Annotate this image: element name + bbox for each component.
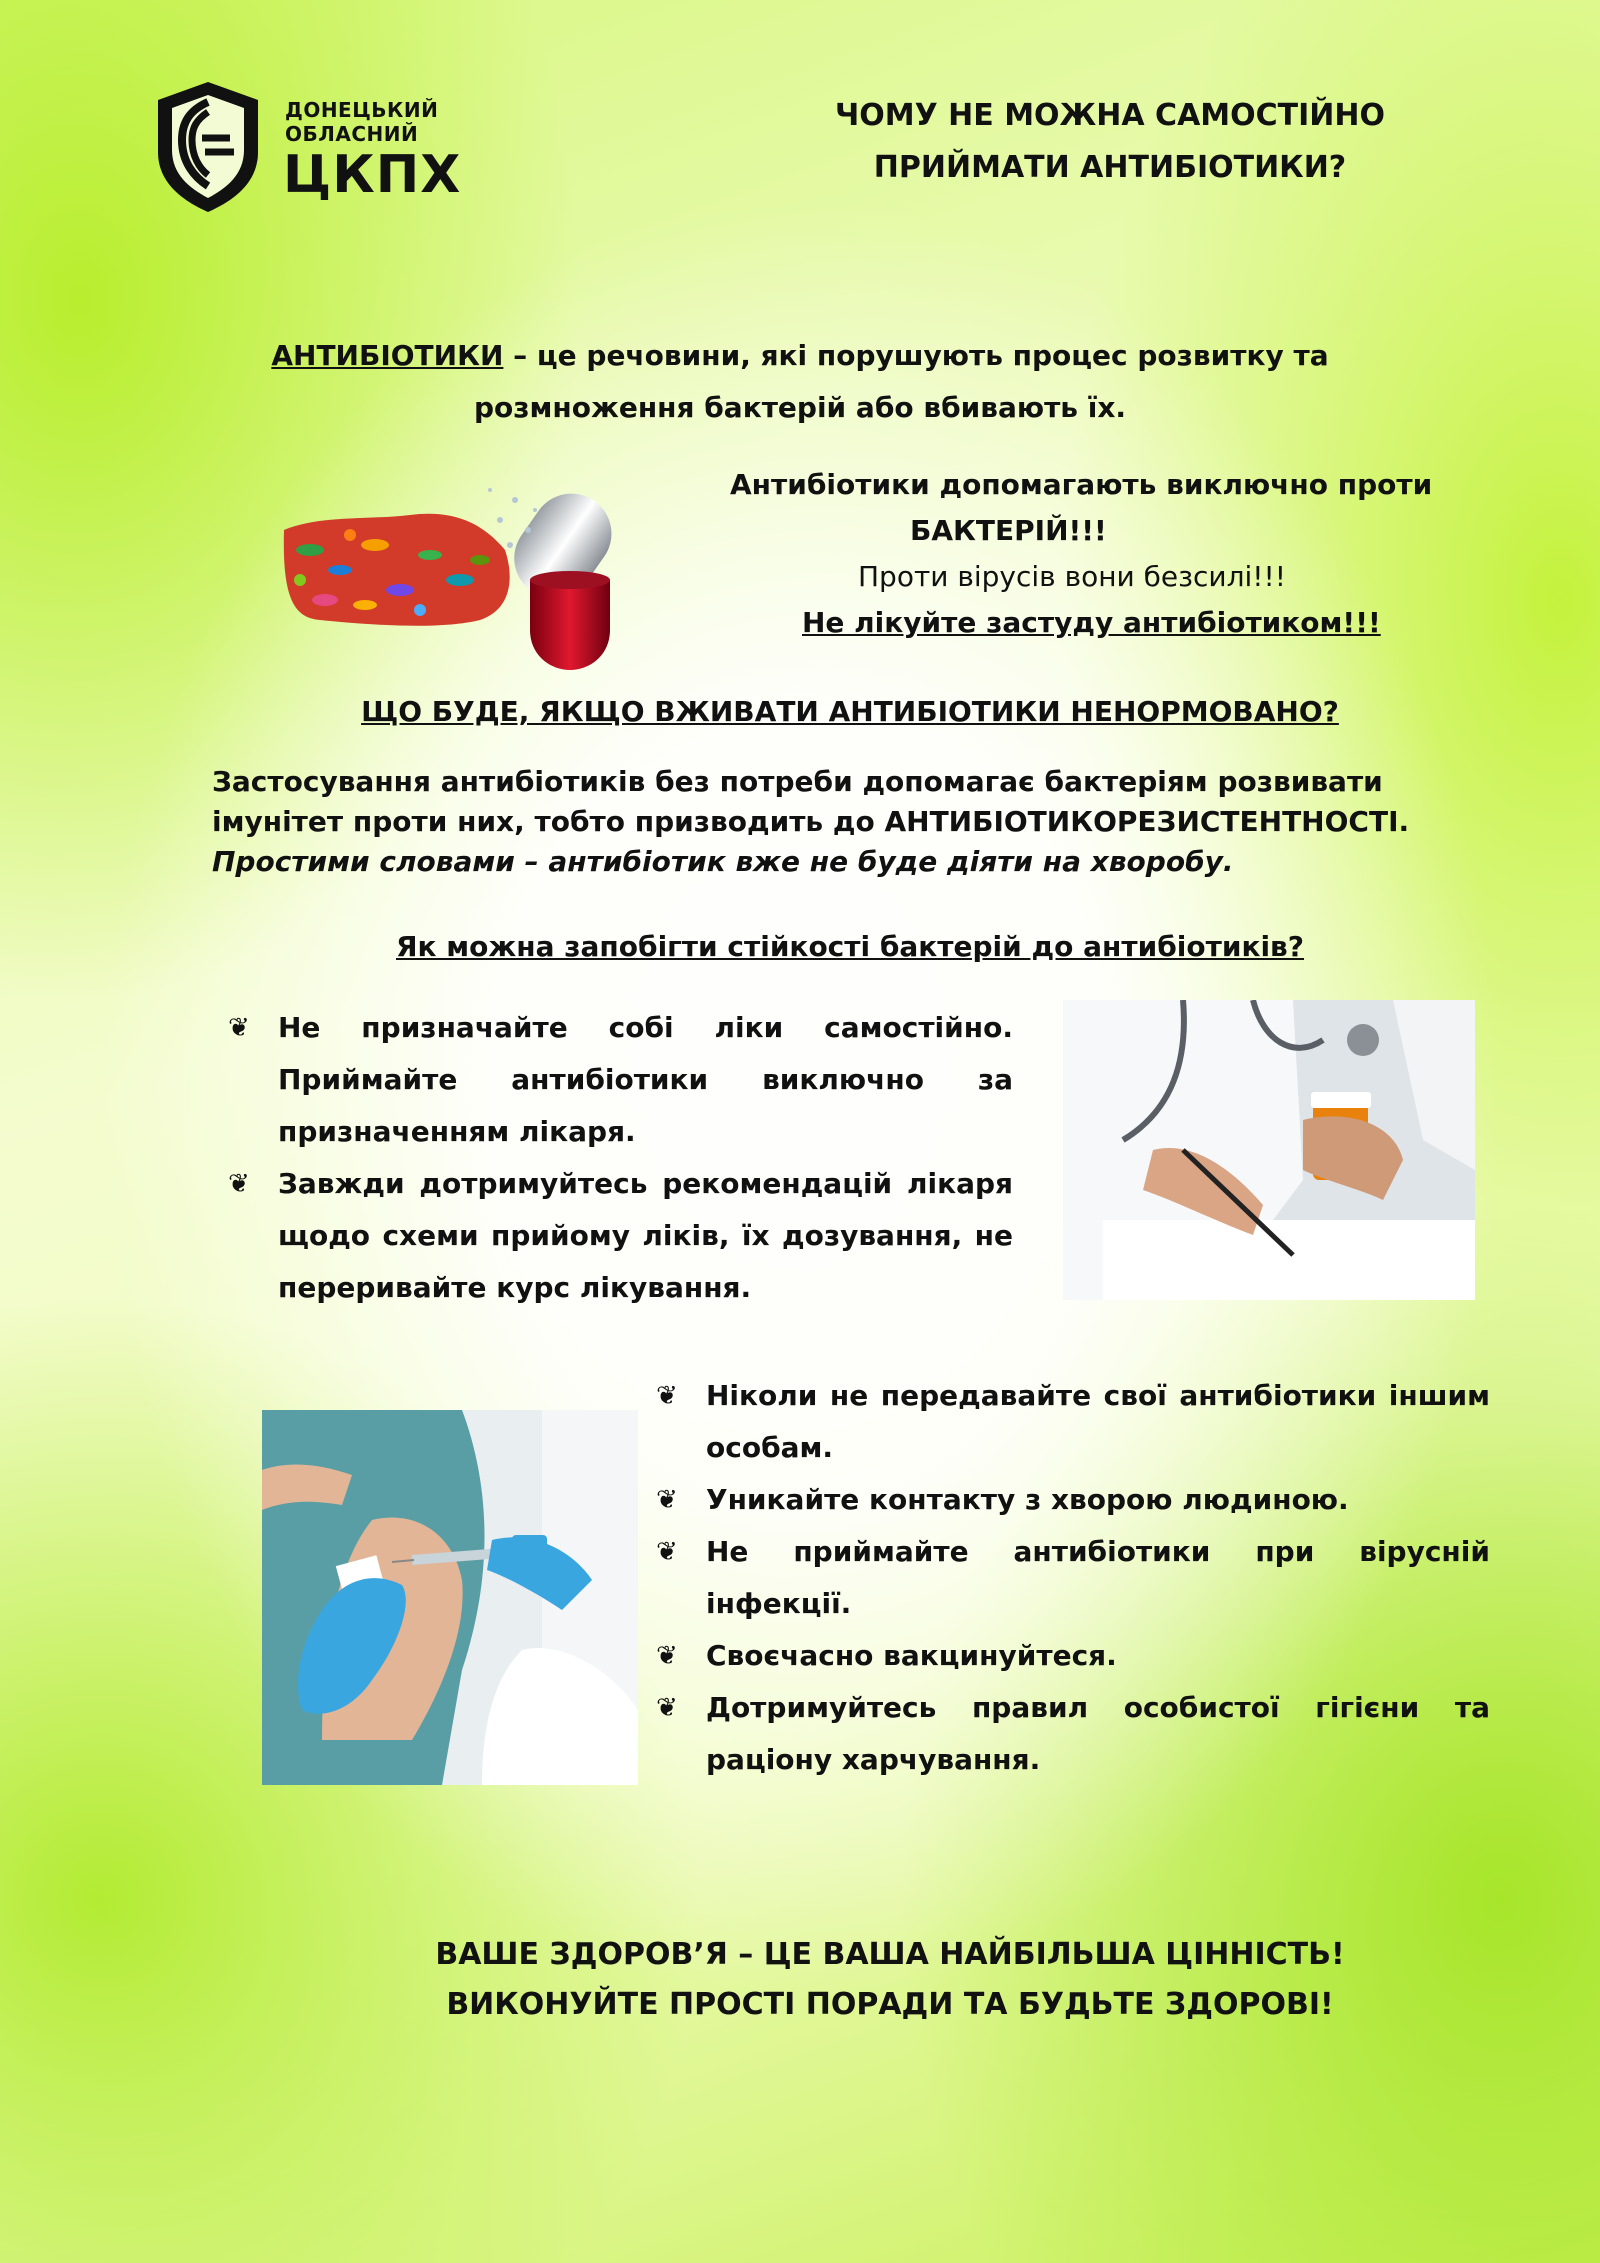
list-item-text: Дотримуйтесь правил особистої гігієни та раціону харчування. (706, 1691, 1490, 1776)
list-item-text: Уникайте контакту з хворою людиною. (706, 1483, 1349, 1516)
list-item (228, 1158, 1013, 1314)
advice-list-2 (656, 1370, 1490, 1786)
paragraph-line-italic: Простими словами – антибіотик вже не буде діяти на хворобу. (212, 845, 1234, 878)
pill-bacteria-image (280, 460, 650, 680)
definition-text: – це речовини, які порушують процес розвитку та (503, 339, 1329, 372)
leaf-bullet-icon: ❦ (656, 1537, 678, 1567)
advice-list-1 (228, 1002, 1013, 1314)
fact-line: Антибіотики допомагають виключно проти (730, 468, 1433, 501)
definition-line: розмноження бактерій або вбивають їх. (473, 391, 1127, 424)
leaf-bullet-icon: ❦ (228, 1169, 250, 1199)
list-item (656, 1370, 1490, 1474)
title-line: ЧОМУ НЕ МОЖНА САМОСТІЙНО (834, 98, 1386, 133)
list-item (656, 1474, 1490, 1526)
closing-line: ВАШЕ ЗДОРОВ’Я – ЦЕ ВАША НАЙБІЛЬША ЦІННІСТЬ! (435, 1937, 1345, 1972)
shield-icon (158, 82, 258, 212)
list-item (656, 1682, 1490, 1786)
list-item (656, 1526, 1490, 1630)
logo-text-abbr: ЦКПХ (283, 145, 462, 205)
capsule (499, 478, 628, 670)
title-line: ПРИЙМАТИ АНТИБІОТИКИ? (873, 150, 1347, 185)
definition-line (200, 330, 1400, 382)
prevention-heading: Як можна запобігти стійкості бактерій до антибіотиків? (395, 930, 1305, 963)
fact-line: Проти вірусів вони безсилі!!! (858, 560, 1286, 593)
closing-message (400, 1930, 1380, 2030)
paragraph-line: Застосування антибіотиків без потреби допомагає бактеріям розвивати (212, 765, 1383, 798)
list-item-text: Не приймайте антибіотики при вірусній інфекції. (706, 1535, 1490, 1620)
list-item-text: Не призначайте собі ліки самостійно. Приймайте антибіотики виключно за призначенням лікаря. (278, 1011, 1013, 1148)
leaf-bullet-icon: ❦ (656, 1381, 678, 1411)
leaf-bullet-icon: ❦ (656, 1693, 678, 1723)
list-item-text: Ніколи не передавайте свої антибіотики іншим особам. (706, 1379, 1490, 1464)
question-heading: ЩО БУДЕ, ЯКЩО ВЖИВАТИ АНТИБІОТИКИ НЕНОРМОВАНО? (361, 695, 1339, 728)
logo-text-region: ДОНЕЦЬКИЙ (285, 98, 439, 122)
list-item (656, 1630, 1490, 1682)
doctor-writing-image (1063, 1000, 1475, 1300)
list-item-text: Завжди дотримуйтесь рекомендацій лікаря щодо схеми прийому ліків, їх дозування, не переривайте курс лікування. (278, 1167, 1013, 1304)
list-item-text: Своєчасно вакцинуйтеся. (706, 1639, 1117, 1672)
bacteria-cluster (284, 514, 510, 626)
leaf-bullet-icon: ❦ (656, 1485, 678, 1515)
page-title (760, 90, 1460, 194)
definition-term: АНТИБІОТИКИ (271, 339, 504, 372)
closing-line: ВИКОНУЙТЕ ПРОСТІ ПОРАДИ ТА БУДЬТЕ ЗДОРОВІ! (446, 1987, 1334, 2022)
leaf-bullet-icon: ❦ (228, 1013, 250, 1043)
leaf-bullet-icon: ❦ (656, 1641, 678, 1671)
list-item (228, 1002, 1013, 1158)
fact-line: БАКТЕРІЙ!!! (910, 514, 1107, 547)
paragraph-line: імунітет проти них, тобто призводить до АНТИБІОТИКОРЕЗИСТЕНТНОСТІ. (212, 805, 1410, 838)
logo-text-type: ОБЛАСНИЙ (285, 122, 419, 146)
fact-line-warning: Не лікуйте застуду антибіотиком!!! (802, 606, 1381, 639)
facts-block (690, 462, 1490, 646)
resistance-paragraph (212, 762, 1512, 882)
vaccination-image (262, 1410, 638, 1785)
definition (200, 330, 1400, 434)
